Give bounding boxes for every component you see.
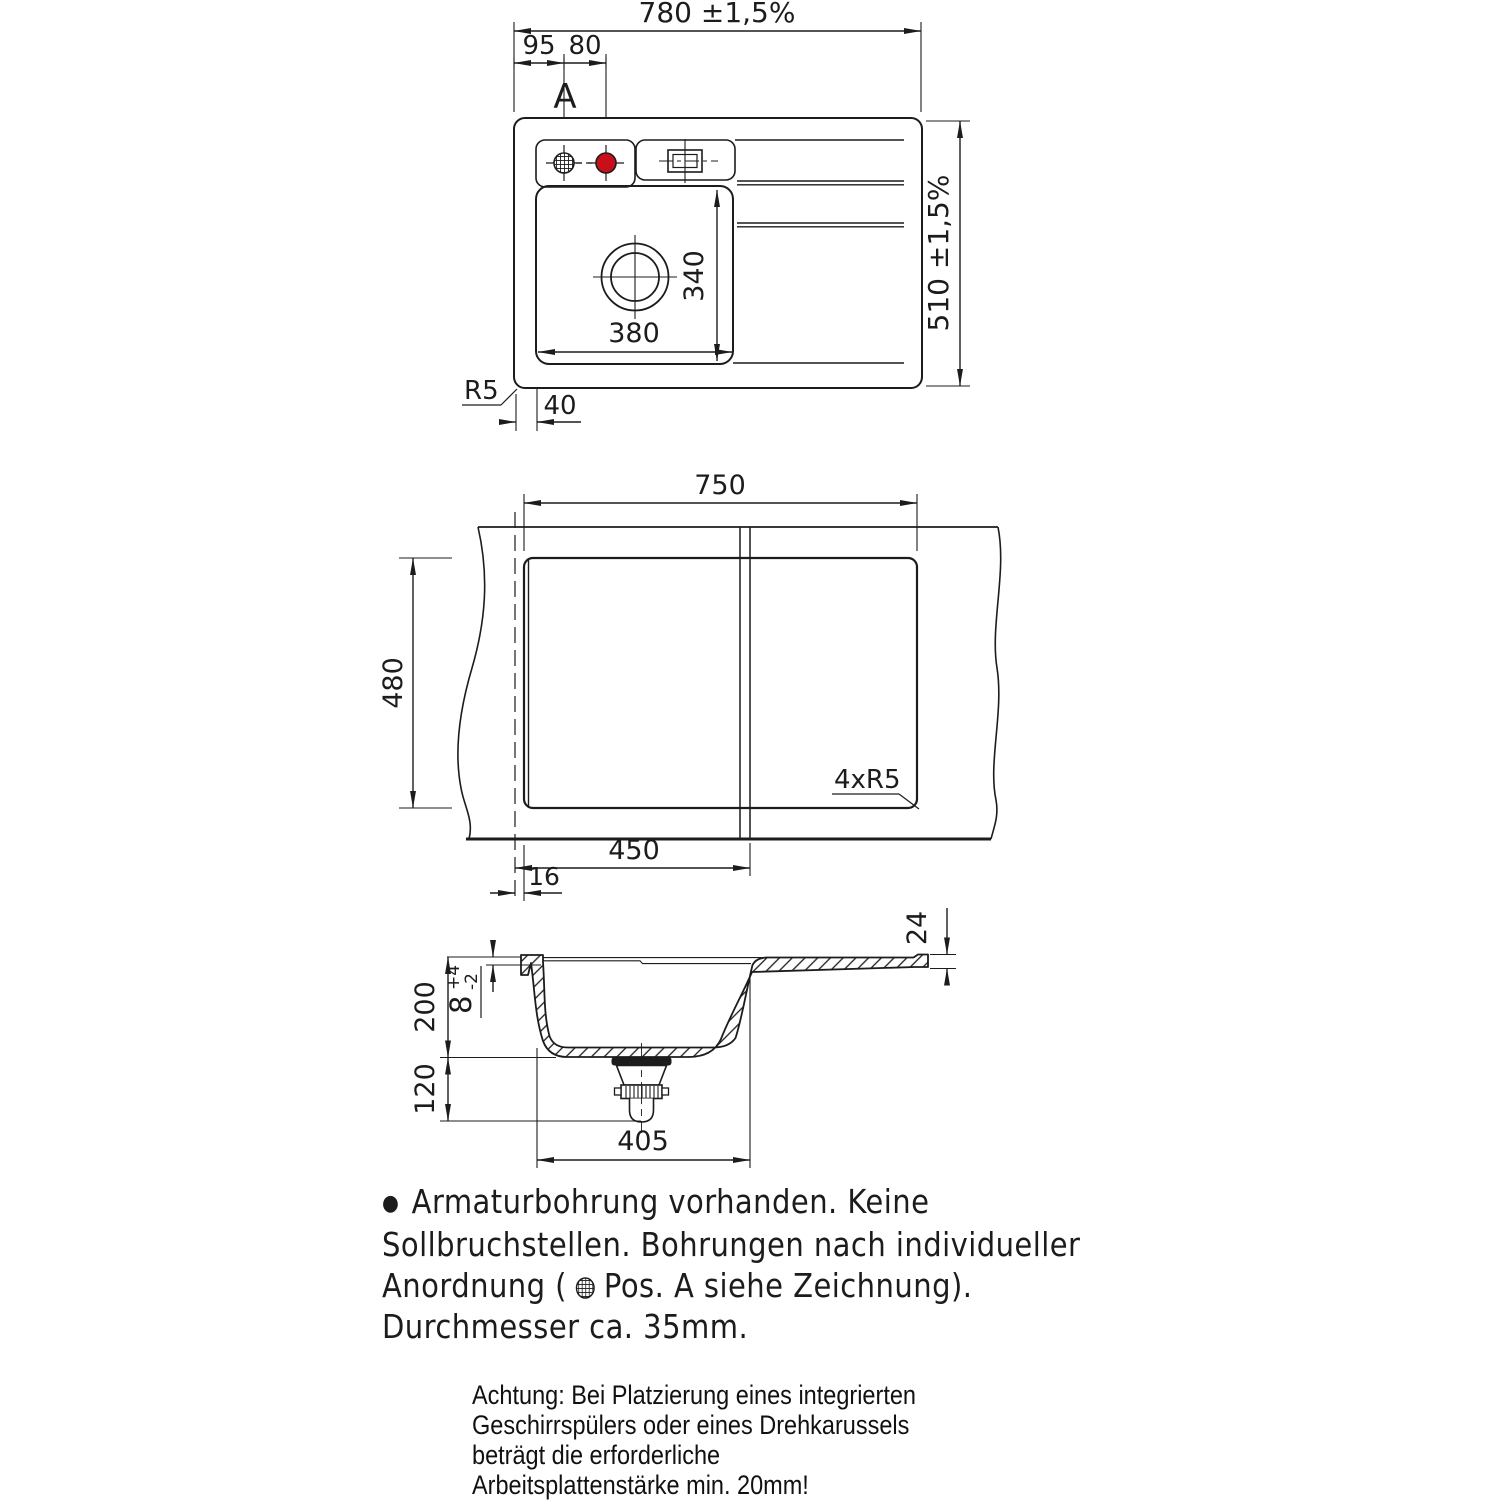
cutout-view	[378, 470, 1001, 902]
sink-outline	[514, 118, 922, 388]
drilling-note-text-1: Armaturbohrung vorhanden. Keine	[411, 1182, 930, 1221]
dim-405-text: 405	[617, 1126, 669, 1157]
dim-510-text: 510 ±1,5%	[922, 174, 955, 332]
dim-8-tol-minus: -2	[462, 973, 482, 990]
worktop-right-break	[991, 527, 1001, 839]
dim-edge-offset	[490, 862, 562, 893]
hatched-circle-icon	[554, 153, 574, 173]
divider-lines	[740, 527, 750, 839]
filled-dot-icon: ●	[382, 1191, 400, 1216]
dim-edge-thickness	[902, 908, 947, 984]
warning-note-line-1: Achtung: Bei Platzierung eines integrierten	[472, 1380, 916, 1410]
red-circle-icon	[596, 153, 616, 173]
drilling-note-text-3a: Anordnung (	[382, 1266, 567, 1305]
dim-200-text: 200	[410, 981, 441, 1033]
dim-section-depth	[410, 957, 448, 1058]
dim-95-text: 95	[522, 31, 556, 61]
dim-overall-width-text: 780 ±1,5%	[638, 0, 796, 29]
dim-cutout-depth	[378, 558, 413, 808]
dim-40-text: 40	[543, 391, 577, 421]
cutout-radius-callout	[832, 765, 919, 809]
dim-bowl-bottom-width	[537, 1126, 750, 1160]
warning-note-line-3: beträgt die erforderliche	[472, 1440, 721, 1470]
dim-80-text: 80	[568, 31, 602, 61]
dim-drain-height	[410, 1058, 448, 1122]
dim-16-text: 16	[528, 862, 560, 891]
corner-radius-callout	[462, 376, 517, 406]
position-a-label: A	[553, 77, 577, 117]
section-sink-body	[521, 955, 928, 1058]
warning-note-line-2: Geschirrspülers oder eines Drehkarussels	[472, 1410, 910, 1440]
dim-750-text: 750	[694, 470, 746, 501]
drilling-note-line-4	[382, 1306, 1139, 1347]
hatched-circle-icon	[575, 1276, 596, 1300]
warning-note-line-4: Arbeitsplattenstärke min. 20mm!	[472, 1470, 809, 1500]
drilling-note-line-1	[382, 1181, 1139, 1224]
dim-480-text: 480	[378, 657, 409, 709]
dim-24-text: 24	[902, 910, 933, 946]
dim-8-text: 8	[444, 995, 478, 1014]
drilling-note-text-4: Durchmesser ca. 35mm.	[382, 1307, 749, 1346]
top-view	[462, 0, 970, 431]
dim-cutout-width	[524, 470, 917, 503]
dim-hole-offsets	[514, 31, 606, 69]
warning-note	[472, 1380, 1029, 1500]
dim-overall-depth	[922, 121, 960, 386]
dim-340-text: 340	[679, 250, 710, 302]
section-view	[410, 908, 956, 1168]
dim-rim-40	[502, 391, 581, 422]
worktop-left-break	[458, 527, 485, 839]
drilling-note-line-3	[382, 1265, 1139, 1306]
dim-rim-height	[444, 941, 493, 1018]
drilling-note-text-2: Sollbruchstellen. Bohrungen nach individueller	[382, 1225, 1081, 1264]
dim-450-text: 450	[608, 835, 660, 866]
dim-380-text: 380	[608, 318, 660, 349]
dim-8-tol-plus: +4	[444, 964, 464, 990]
dim-overall-width	[514, 0, 921, 31]
section-extension-lines	[440, 955, 956, 1169]
label-4xr5: 4xR5	[834, 765, 901, 795]
inner-ledge-step-line	[543, 961, 751, 964]
dim-120-text: 120	[410, 1063, 441, 1115]
drilling-note-line-2	[382, 1224, 1139, 1265]
drilling-note	[382, 1181, 1139, 1347]
drilling-note-text-3b: Pos. A siehe Zeichnung).	[603, 1266, 973, 1305]
r5-label: R5	[464, 376, 499, 406]
